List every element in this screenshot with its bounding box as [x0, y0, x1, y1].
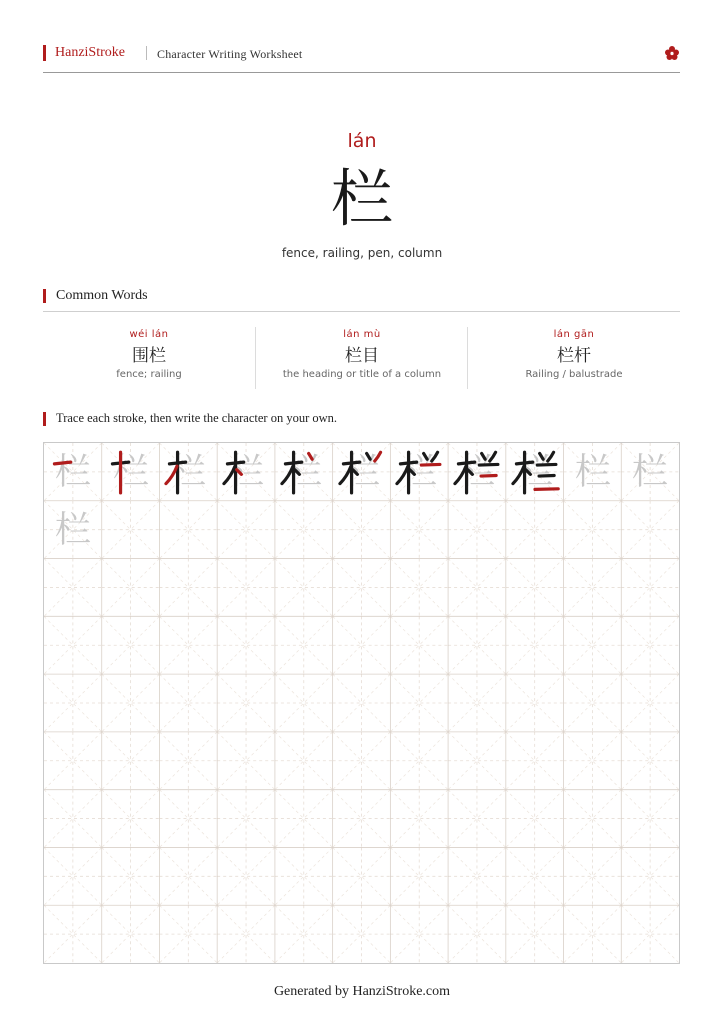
- blank-practice-cell[interactable]: [448, 616, 506, 674]
- word-characters: 围栏: [132, 346, 166, 365]
- blank-practice-cell[interactable]: [217, 847, 275, 905]
- blank-practice-cell[interactable]: [564, 790, 622, 848]
- blank-practice-cell[interactable]: [564, 905, 622, 963]
- blank-practice-cell[interactable]: [390, 732, 448, 790]
- blank-practice-cell[interactable]: [390, 790, 448, 848]
- blank-practice-cell[interactable]: [217, 905, 275, 963]
- word-meaning: fence; railing: [116, 369, 182, 380]
- blank-practice-cell[interactable]: [333, 905, 391, 963]
- worksheet-header: [43, 44, 680, 64]
- stroke-step-cell[interactable]: [217, 443, 275, 501]
- stroke-step-cell[interactable]: [506, 443, 564, 501]
- blank-practice-cell[interactable]: [448, 732, 506, 790]
- character-pinyin: lán: [347, 130, 377, 152]
- blank-practice-cell[interactable]: [506, 501, 564, 559]
- blank-practice-cell[interactable]: [506, 616, 564, 674]
- svg-text:栏: 栏: [112, 451, 149, 493]
- blank-practice-cell[interactable]: [102, 790, 160, 848]
- svg-text:栏: 栏: [401, 451, 438, 493]
- blank-practice-cell[interactable]: [621, 501, 679, 559]
- svg-text:栏: 栏: [170, 451, 207, 493]
- stroke-step-cell[interactable]: [44, 443, 102, 501]
- blank-practice-cell[interactable]: [44, 559, 102, 617]
- blank-practice-cell[interactable]: [333, 501, 391, 559]
- blank-practice-cell[interactable]: [448, 905, 506, 963]
- svg-text:栏: 栏: [516, 451, 553, 493]
- blank-practice-cell[interactable]: [102, 559, 160, 617]
- blank-practice-cell[interactable]: [390, 559, 448, 617]
- blank-practice-cell[interactable]: [102, 674, 160, 732]
- stroke-step-cell[interactable]: [333, 443, 391, 501]
- common-words-list: [43, 327, 680, 389]
- section-title: Common Words: [56, 288, 148, 303]
- plum-blossom-icon: [664, 45, 680, 61]
- section-rule: [43, 311, 680, 312]
- svg-text:栏: 栏: [285, 451, 322, 493]
- stroke-step-cell[interactable]: [275, 443, 333, 501]
- ghost-character: [564, 443, 622, 501]
- blank-practice-cell[interactable]: [159, 501, 217, 559]
- word-pinyin: lán gān: [553, 329, 595, 340]
- ghost-character: [44, 501, 102, 559]
- blank-practice-cell[interactable]: [102, 732, 160, 790]
- blank-practice-cell[interactable]: [159, 674, 217, 732]
- blank-practice-cell[interactable]: [564, 616, 622, 674]
- blank-practice-cell[interactable]: [448, 501, 506, 559]
- stroke-diagram: [390, 443, 448, 501]
- blank-practice-cell[interactable]: [102, 616, 160, 674]
- blank-practice-cell[interactable]: [44, 790, 102, 848]
- character-meaning: fence, railing, pen, column: [281, 246, 443, 260]
- accent-bar: [43, 412, 46, 426]
- blank-practice-cell[interactable]: [621, 674, 679, 732]
- blank-practice-cell[interactable]: [44, 847, 102, 905]
- svg-text:栏: 栏: [459, 451, 496, 493]
- blank-practice-cell[interactable]: [159, 790, 217, 848]
- blank-practice-cell[interactable]: [44, 905, 102, 963]
- blank-practice-cell[interactable]: [102, 501, 160, 559]
- blank-practice-cell[interactable]: [275, 559, 333, 617]
- character-stroke: [539, 475, 554, 476]
- character-stroke: [54, 462, 70, 464]
- blank-practice-cell[interactable]: [159, 732, 217, 790]
- blank-practice-cell[interactable]: [390, 616, 448, 674]
- svg-text:栏: 栏: [228, 451, 265, 493]
- stroke-diagram: [448, 443, 506, 501]
- blank-practice-cell[interactable]: [564, 732, 622, 790]
- blank-practice-cell[interactable]: [333, 847, 391, 905]
- blank-practice-cell[interactable]: [564, 501, 622, 559]
- word-characters: 栏目: [345, 346, 379, 365]
- blank-practice-cell[interactable]: [275, 501, 333, 559]
- blank-practice-cell[interactable]: [159, 905, 217, 963]
- svg-text:栏: 栏: [574, 451, 611, 493]
- blank-practice-cell[interactable]: [506, 847, 564, 905]
- blank-practice-cell[interactable]: [159, 847, 217, 905]
- blank-practice-cell[interactable]: [448, 790, 506, 848]
- accent-bar: [43, 289, 46, 303]
- blank-practice-cell[interactable]: [159, 559, 217, 617]
- stroke-step-cell[interactable]: [448, 443, 506, 501]
- stroke-step-cell[interactable]: [390, 443, 448, 501]
- blank-practice-cell[interactable]: [102, 847, 160, 905]
- character-stroke: [422, 464, 441, 465]
- blank-practice-cell[interactable]: [506, 905, 564, 963]
- blank-practice-cell[interactable]: [448, 847, 506, 905]
- blank-practice-cell[interactable]: [275, 732, 333, 790]
- main-character: 栏: [330, 166, 393, 234]
- trace-character-cell[interactable]: [621, 443, 679, 501]
- word-pinyin: lán mù: [343, 329, 381, 340]
- blank-practice-cell[interactable]: [621, 905, 679, 963]
- blank-practice-cell[interactable]: [217, 616, 275, 674]
- blank-practice-cell[interactable]: [621, 732, 679, 790]
- blank-practice-cell[interactable]: [275, 616, 333, 674]
- blank-practice-cell[interactable]: [333, 616, 391, 674]
- blank-practice-cell[interactable]: [621, 616, 679, 674]
- blank-practice-cell[interactable]: [564, 674, 622, 732]
- ghost-character: [621, 443, 679, 501]
- blank-practice-cell[interactable]: [44, 732, 102, 790]
- blank-practice-cell[interactable]: [217, 732, 275, 790]
- blank-practice-cell[interactable]: [217, 501, 275, 559]
- word-characters: 栏杆: [557, 346, 591, 365]
- stroke-diagram: [44, 443, 102, 501]
- svg-text:栏: 栏: [632, 451, 669, 493]
- blank-practice-cell[interactable]: [621, 790, 679, 848]
- blank-practice-cell[interactable]: [44, 616, 102, 674]
- blank-practice-cell[interactable]: [217, 674, 275, 732]
- blank-practice-cell[interactable]: [102, 905, 160, 963]
- blank-practice-cell[interactable]: [44, 674, 102, 732]
- blank-practice-cell[interactable]: [217, 790, 275, 848]
- blank-practice-cell[interactable]: [506, 732, 564, 790]
- word-item: [468, 327, 680, 389]
- blank-practice-cell[interactable]: [333, 559, 391, 617]
- blank-practice-cell[interactable]: [621, 847, 679, 905]
- blank-practice-cell[interactable]: [621, 559, 679, 617]
- blank-practice-cell[interactable]: [275, 905, 333, 963]
- stroke-diagram: [275, 443, 333, 501]
- stroke-diagram: [102, 443, 160, 501]
- header-rule: [43, 72, 680, 73]
- character-stroke: [537, 464, 556, 465]
- blank-practice-cell[interactable]: [275, 674, 333, 732]
- blank-practice-cell[interactable]: [564, 847, 622, 905]
- character-stroke: [479, 464, 498, 465]
- practice-instruction: Trace each stroke, then write the character on your own.: [56, 411, 338, 425]
- word-meaning: the heading or title of a column: [282, 369, 442, 380]
- practice-grid[interactable]: [43, 442, 680, 964]
- stroke-step-cell[interactable]: [102, 443, 160, 501]
- blank-practice-cell[interactable]: [217, 559, 275, 617]
- blank-practice-cell[interactable]: [159, 616, 217, 674]
- word-item: [43, 327, 255, 389]
- word-item: [256, 327, 468, 389]
- stroke-diagram: [217, 443, 275, 501]
- blank-practice-cell[interactable]: [275, 790, 333, 848]
- character-stroke: [535, 489, 558, 490]
- trace-character-cell[interactable]: [44, 501, 102, 559]
- header-divider: [146, 46, 147, 60]
- character-stroke: [481, 475, 496, 476]
- blank-practice-cell[interactable]: [390, 674, 448, 732]
- blank-practice-cell[interactable]: [448, 674, 506, 732]
- stroke-diagram: [159, 443, 217, 501]
- blank-practice-cell[interactable]: [333, 732, 391, 790]
- blank-practice-cell[interactable]: [333, 790, 391, 848]
- blank-practice-cell[interactable]: [390, 847, 448, 905]
- blank-practice-cell[interactable]: [275, 847, 333, 905]
- blank-practice-cell[interactable]: [506, 790, 564, 848]
- svg-text:栏: 栏: [55, 451, 91, 493]
- svg-text:栏: 栏: [343, 451, 380, 493]
- blank-practice-cell[interactable]: [506, 674, 564, 732]
- stroke-step-cell[interactable]: [159, 443, 217, 501]
- accent-bar: [43, 45, 46, 61]
- header-subtitle: Character Writing Worksheet: [157, 47, 303, 61]
- blank-practice-cell[interactable]: [333, 674, 391, 732]
- brand-name[interactable]: HanziStroke: [55, 45, 125, 60]
- svg-text:栏: 栏: [55, 509, 91, 551]
- footer-credit: Generated by HanziStroke.com: [273, 984, 451, 999]
- blank-practice-cell[interactable]: [506, 559, 564, 617]
- trace-character-cell[interactable]: [564, 443, 622, 501]
- blank-practice-cell[interactable]: [448, 559, 506, 617]
- blank-practice-cell[interactable]: [390, 905, 448, 963]
- blank-practice-cell[interactable]: [564, 559, 622, 617]
- stroke-diagram: [506, 443, 564, 501]
- word-meaning: Railing / balustrade: [525, 369, 623, 380]
- blank-practice-cell[interactable]: [390, 501, 448, 559]
- word-pinyin: wéi lán: [129, 329, 169, 340]
- stroke-diagram: [333, 443, 391, 501]
